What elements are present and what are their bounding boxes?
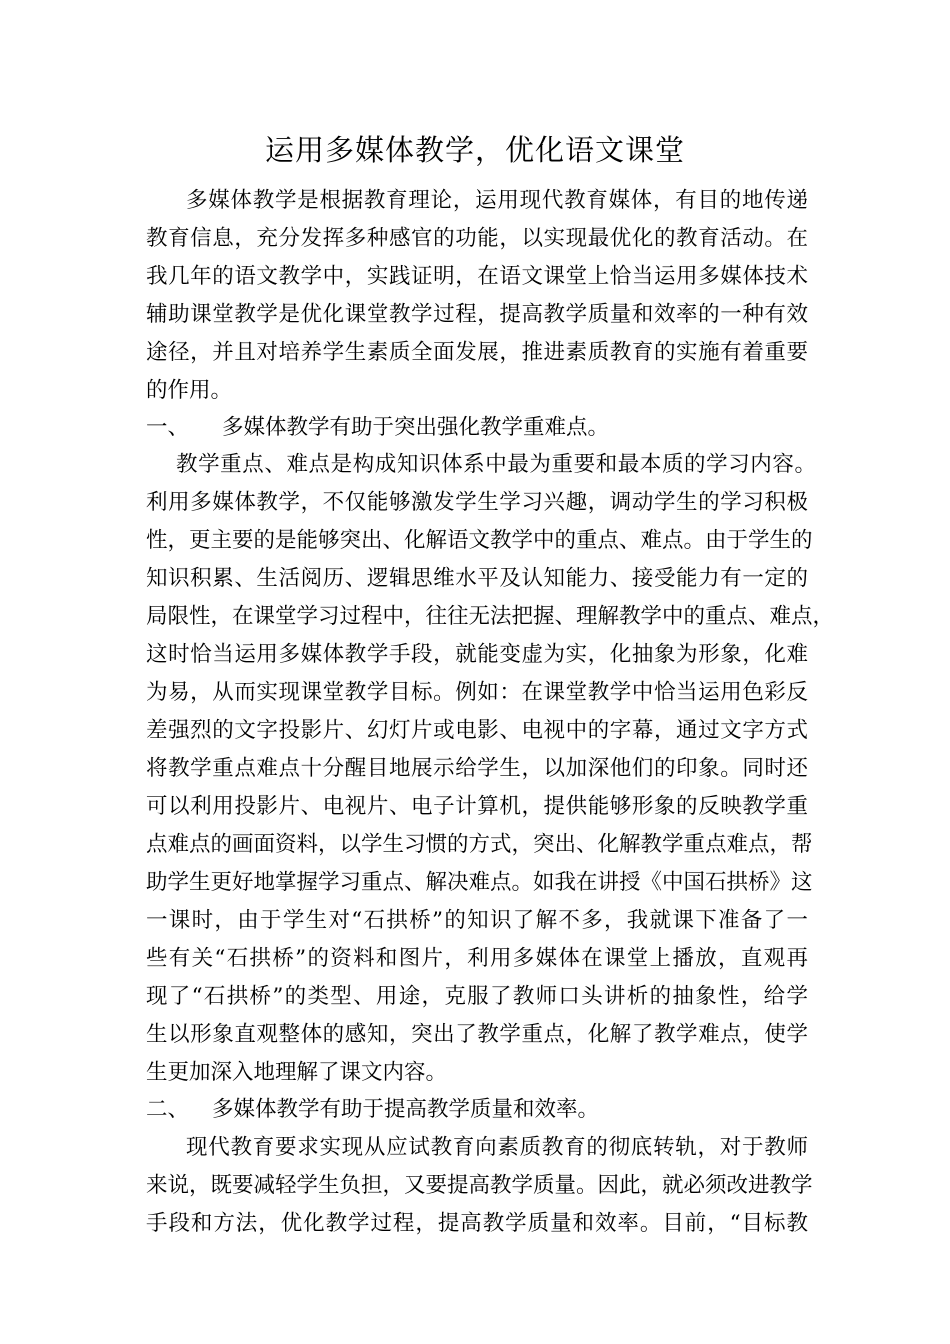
paragraph-line: 点难点的画面资料，以学生习惯的方式，突出、化解教学重点难点，帮	[146, 832, 813, 857]
paragraph-line: 多媒体教学是根据教育理论，运用现代教育媒体，有目的地传递	[186, 188, 808, 213]
paragraph-line: 教育信息，充分发挥多种感官的功能，以实现最优化的教育活动。在	[146, 226, 808, 251]
section-heading	[146, 1095, 599, 1125]
document-title: 运用多媒体教学，优化语文课堂	[264, 133, 685, 167]
paragraph-line: 助学生更好地掌握学习重点、解决难点。如我在讲授《中国石拱桥》这	[146, 870, 813, 895]
paragraph-line: 为易，从而实现课堂教学目标。例如：在课堂教学中恰当运用色彩反	[146, 680, 808, 705]
section-heading-text: 多媒体教学有助于突出强化教学重难点。	[222, 415, 610, 440]
paragraph-line: 差强烈的文字投影片、幻灯片或电影、电视中的字幕，通过文字方式	[146, 718, 808, 743]
paragraph-line: 辅助课堂教学是优化课堂教学过程，提高教学质量和效率的一种有效	[146, 302, 808, 327]
section-number: 二、	[146, 1097, 190, 1122]
paragraph-line: 这时恰当运用多媒体教学手段，就能变虚为实，化抽象为形象，化难	[146, 642, 808, 667]
paragraph-line: 将教学重点难点十分醒目地展示给学生，以加深他们的印象。同时还	[146, 756, 808, 781]
paragraph-line: 性，更主要的是能够突出、化解语文教学中的重点、难点。由于学生的	[146, 528, 813, 553]
paragraph-line: 手段和方法，优化教学过程，提高教学质量和效率。目前，“目标教	[146, 1211, 808, 1236]
paragraph-line: 生更加深入地理解了课文内容。	[146, 1060, 448, 1085]
paragraph-line: 教学重点、难点是构成知识体系中最为重要和最本质的学习内容。	[176, 452, 816, 477]
paragraph-line: 一课时，由于学生对“石拱桥”的知识了解不多，我就课下准备了一	[146, 908, 808, 933]
paragraph-line: 局限性，在课堂学习过程中，往往无法把握、理解教学中的重点、难点，	[146, 604, 835, 629]
paragraph-line: 可以利用投影片、电视片、电子计算机，提供能够形象的反映教学重	[146, 794, 808, 819]
paragraph-line: 生以形象直观整体的感知，突出了教学重点，化解了教学难点，使学	[146, 1022, 808, 1047]
paragraph-line: 些有关“石拱桥”的资料和图片，利用多媒体在课堂上播放，直观再	[146, 946, 808, 971]
paragraph-line: 途径，并且对培养学生素质全面发展，推进素质教育的实施有着重要	[146, 340, 808, 365]
section-number: 一、	[146, 415, 190, 440]
paragraph-line: 现了“石拱桥”的类型、用途，克服了教师口头讲析的抽象性，给学	[146, 984, 808, 1009]
paragraph-line: 的作用。	[146, 378, 233, 403]
paragraph-line: 知识积累、生活阅历、逻辑思维水平及认知能力、接受能力有一定的	[146, 566, 808, 591]
paragraph-line: 现代教育要求实现从应试教育向素质教育的彻底转轨，对于教师	[186, 1135, 808, 1160]
section-heading	[146, 413, 609, 443]
paragraph-line: 我几年的语文教学中，实践证明，在语文课堂上恰当运用多媒体技术	[146, 264, 808, 289]
paragraph-line: 来说，既要减轻学生负担，又要提高教学质量。因此，就必须改进教学	[146, 1173, 813, 1198]
section-heading-text: 多媒体教学有助于提高教学质量和效率。	[212, 1097, 600, 1122]
paragraph-line: 利用多媒体教学，不仅能够激发学生学习兴趣，调动学生的学习积极	[146, 490, 808, 515]
